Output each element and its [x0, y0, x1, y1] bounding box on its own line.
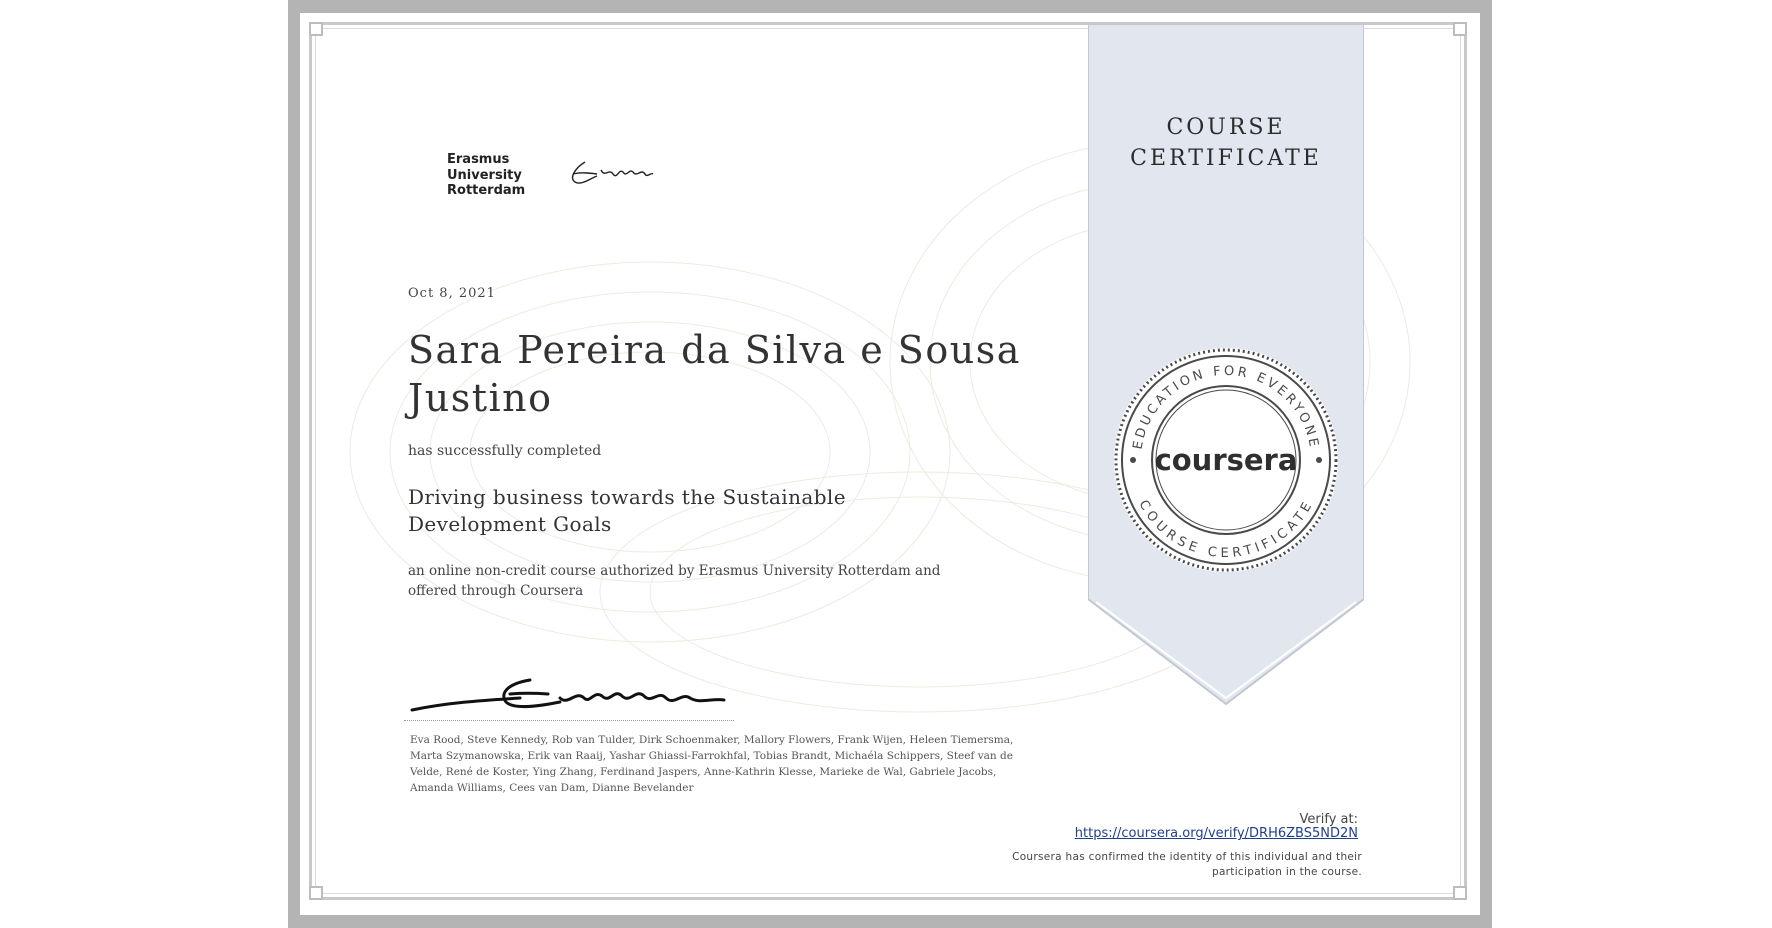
instructor-signature [410, 672, 730, 716]
verify-link[interactable]: https://coursera.org/verify/DRH6ZBS5ND2N [1074, 826, 1358, 841]
identity-confirmation-text: Coursera has confirmed the identity of this individual and their participation in the course. [1012, 851, 1362, 878]
university-logo-text: Erasmus University Rotterdam [447, 152, 526, 198]
frame-corner-bottom-right [1453, 886, 1467, 900]
frame-corner-top-right [1453, 22, 1467, 36]
erasmus-signature-logo [567, 156, 657, 192]
seal-ring-bottom-text: COURSE CERTIFICATE [1135, 497, 1317, 562]
seal-ring-top-text: EDUCATION FOR EVERYONE [1130, 363, 1322, 451]
issue-date: Oct 8, 2021 [408, 286, 496, 301]
course-description: an online non-credit course authorized by Erasmus University Rotterdam and offered through Coursera [408, 563, 941, 599]
frame-corner-bottom-left [309, 886, 323, 900]
frame-corner-top-left [309, 22, 323, 36]
seal-brand-text: coursera [1154, 443, 1298, 477]
instructor-names: Eva Rood, Steve Kennedy, Rob van Tulder, Dirk Schoenmaker, Mallory Flowers, Frank Wijen, Heleen Tiemersma, Marta Szymanowska, Erik van Raaij, Yashar Ghiassi-Farrokhfal, Tobias Brandt, Michaéla Schippers, Steef van de Velde, René de Koster, Ying Zhang, Ferdinand Jaspers, Anne-Kathrin Klesse, Marieke de Wal, Gabriele Jacobs, Amanda Williams, Cees van Dam, Dianne Bevelander [410, 734, 1014, 794]
coursera-seal [1111, 345, 1341, 575]
verify-label: Verify at: [1299, 812, 1358, 827]
ribbon-title: COURSE CERTIFICATE [1130, 115, 1322, 171]
course-title: Driving business towards the Sustainable Development Goals [408, 485, 846, 536]
signature-line [404, 720, 734, 721]
completed-text: has successfully completed [408, 443, 602, 459]
recipient-name: Sara Pereira da Silva e Sousa Justino [408, 328, 1021, 420]
